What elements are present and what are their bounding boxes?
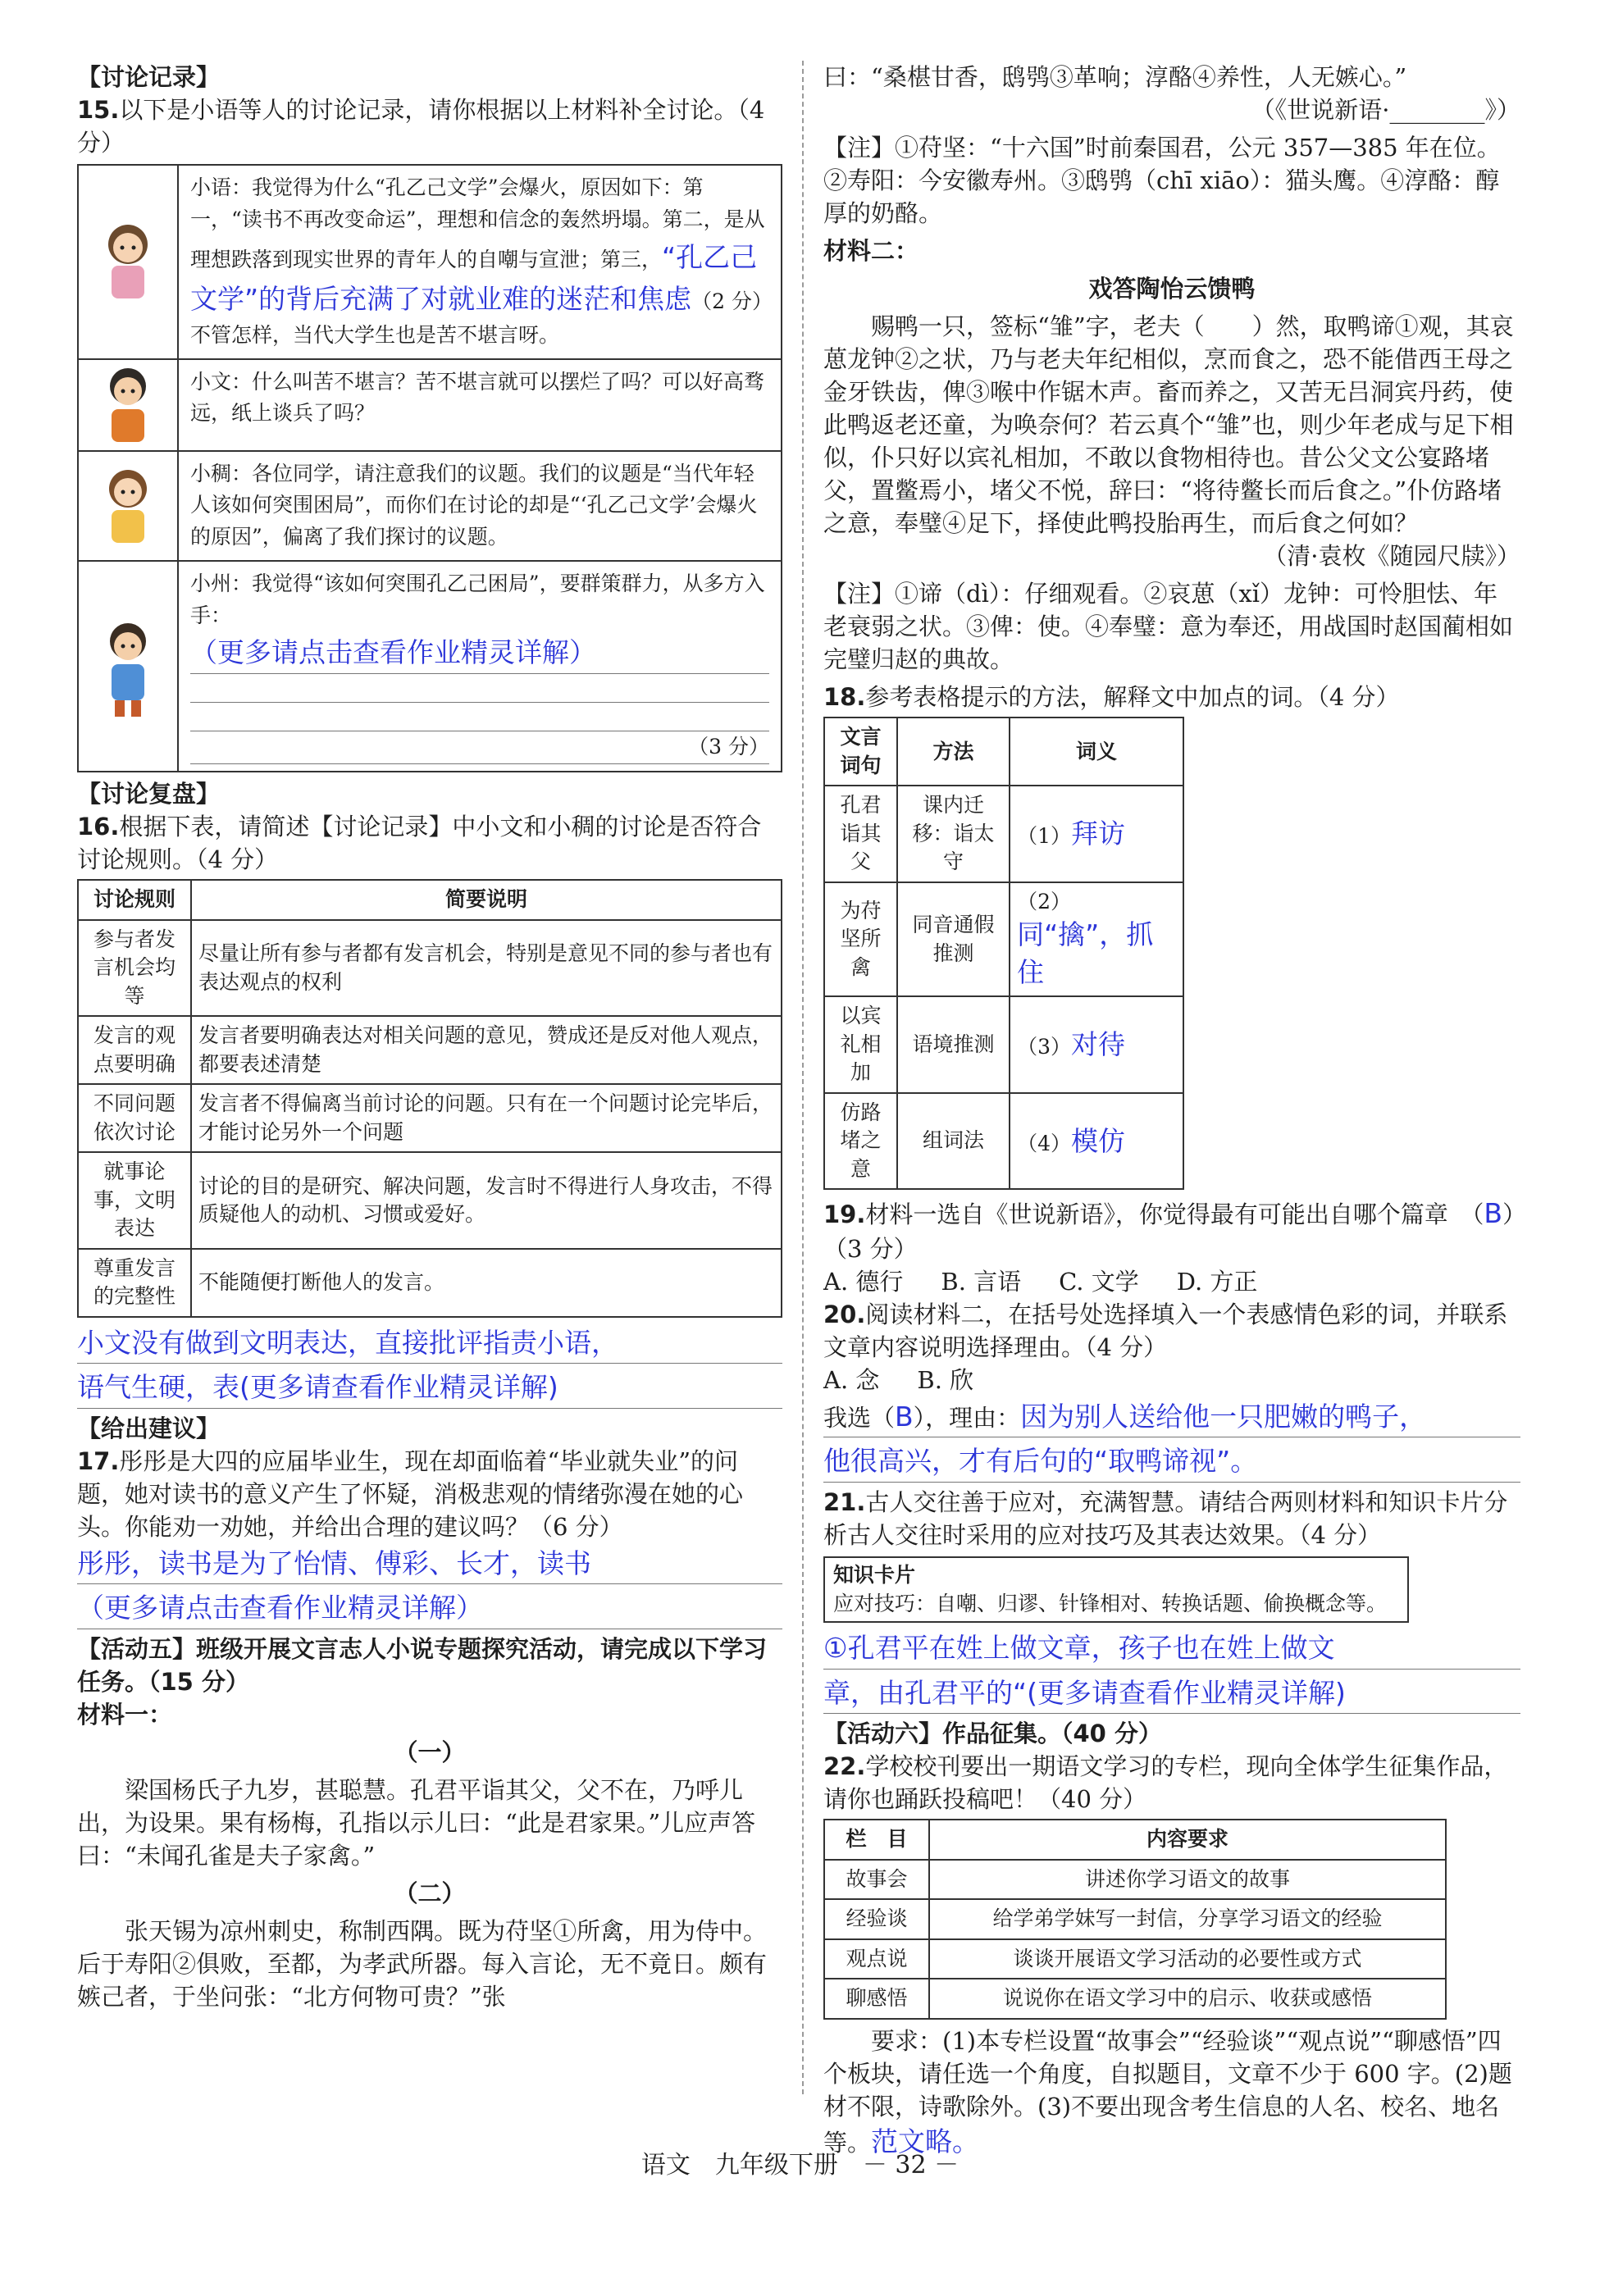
knowledge-card [823, 1556, 1409, 1623]
passage-title: 戏答陶怡云馈鸭 [1088, 275, 1256, 303]
vocab-header-row [824, 718, 1183, 786]
question-text: 材料一选自《世说新语》，你觉得最有可能出自哪个篇章 [865, 1200, 1448, 1229]
discussion-row-xiaozhou [79, 562, 781, 771]
requirements-text: 要求：(1)本专栏设置“故事会”“经验谈”“观点说”“聊感悟”四个板块，请任选一个角度，自拟题目，文章不少于 600 字。(2)题材不限，诗歌除外。(3)不要出现含考生信息的人名、校名、地名等。 [823, 2026, 1512, 2157]
table-row [78, 920, 782, 1017]
question-17 [77, 1445, 782, 1543]
rule-desc: 发言者要明确表达对相关问题的意见，赞成还是反对他人观点，都要表述清楚 [191, 1016, 782, 1084]
column-requirement: 说说你在语文学习中的启示、收获或感悟 [929, 1979, 1446, 2019]
blank-number: （2） [1017, 889, 1071, 913]
knowledge-card-title: 知识卡片 [833, 1563, 916, 1587]
subsection-title: （二） [394, 1879, 466, 1907]
discussion-text [179, 452, 781, 560]
q20-answer-line [823, 1396, 1520, 1438]
passage-continuation: 曰：“桑椹甘香，鸱鸮③革响；淳酪④养性，人无嫉心。” [823, 63, 1407, 91]
table-row [824, 1899, 1446, 1939]
rules-col-header: 讨论规则 [78, 880, 191, 920]
answer-prefix: ），理由： [913, 1403, 1021, 1432]
answer-line [190, 674, 769, 703]
handwritten-answer: B [1484, 1197, 1503, 1230]
column-requirement: 谈谈开展语文学习活动的必要性或方式 [929, 1939, 1446, 1979]
handwritten-answer: （更多请点击查看作业精灵详解） [190, 631, 769, 674]
table-row [824, 1979, 1446, 2019]
handwritten-answer: 模仿 [1070, 1124, 1125, 1157]
source-citation: （《世说新语·________》） [1251, 96, 1520, 125]
handwritten-answer: 小文没有做到文明表达，直接批评指责小语， [77, 1323, 782, 1364]
handwritten-answer: 拜访 [1070, 818, 1125, 850]
question-text: 学校校刊要出一期语文学习的专栏，现向全体学生征集作品，请你也踊跃投稿吧！（40 分） [823, 1752, 1508, 1814]
vocab-phrase: 仿路堵之意 [824, 1093, 897, 1190]
rule-desc: 讨论的目的是研究、解决问题，发言时不得进行人身攻击，不得质疑他人的动机、习惯或爱好。 [191, 1152, 782, 1249]
column-col-header: 内容要求 [929, 1820, 1446, 1860]
rules-header-row [78, 880, 782, 920]
annotation-note: 【注】①谛（dì）：仔细观看。②哀葸（xǐ）龙钟：可怜胆怯、年老衰弱之状。③俾：使。④奉璧：意为奉还，用战国时赵国蔺相如完璧归赵的典故。 [823, 580, 1514, 674]
column-table [823, 1819, 1447, 2020]
question-21 [823, 1486, 1520, 1551]
column-name: 经验谈 [824, 1899, 929, 1939]
column-name: 故事会 [824, 1860, 929, 1900]
blank-number: （1） [1017, 824, 1071, 849]
question-text: 参考表格提示的方法，解释文中加点的词。（4 分） [865, 683, 1400, 712]
question-19 [823, 1195, 1520, 1265]
column-name: 观点说 [824, 1939, 929, 1979]
score-note: （3 分） [190, 731, 769, 764]
handwritten-answer: 因为别人送给他一只肥嫩的鸭子， [1020, 1400, 1427, 1433]
question-16 [77, 810, 782, 876]
speech-text: 小语：我觉得为什么“孔乙己文学”会爆火，原因如下：第一，“读书不再改变命运”，理想和信念的轰然坍塌。第二，是从理想跌落到现实世界的青年人的自嘲与宣泄；第三， [190, 175, 765, 271]
table-row [824, 996, 1183, 1093]
handwritten-answer: B [895, 1400, 914, 1433]
q20-options [823, 1364, 1520, 1396]
passage-text: 赐鸭一只，签标“雏”字，老夫（ ）然，取鸭谛①观，其哀葸龙钟②之状，乃与老夫年纪相似，烹而食之，恐不能借西王母之金牙铁齿，俾③喉中作锯木声。畜而养之，又苦无吕洞宾丹药，使此鸭返老还童，为唤奈何？若云真个“雏”也，则少年老成与足下相似，仆只好以宾礼相加，不敢以食物相待也。昔公父文公宴路堵父，置鳖焉小，堵父不悦，辞曰：“将待鳖长而后食之。”仆仿路堵之意，奉璧④足下，择使此鸭投胎再生，而后食之何如？ [823, 312, 1514, 538]
rules-col-header: 简要说明 [191, 880, 782, 920]
vocab-phrase: 孔君诣其父 [824, 786, 897, 882]
discussion-text [179, 562, 781, 771]
answer-prefix: 我选（ [823, 1403, 896, 1432]
vocab-col-header: 文言词句 [824, 718, 897, 786]
section-discussion-review: 【讨论复盘】 [77, 780, 221, 809]
rule-desc: 不能随便打断他人的发言。 [191, 1249, 782, 1317]
question-number: 18. [823, 683, 866, 712]
column-requirement: 讲述你学习语文的故事 [929, 1860, 1446, 1900]
material-1-label: 材料一： [77, 1700, 173, 1729]
question-text: 根据下表，请简述【讨论记录】中小文和小稠的讨论是否符合讨论规则。（4 分） [77, 813, 762, 874]
table-row [78, 1016, 782, 1084]
column-requirement: 给学弟学妹写一封信，分享学习语文的经验 [929, 1899, 1446, 1939]
rule-name: 发言的观点要明确 [78, 1016, 191, 1084]
question-number: 19. [823, 1200, 866, 1229]
question-text: 彤彤是大四的应届毕业生，现在却面临着“毕业就失业”的问题，她对读书的意义产生了怀疑，消极悲观的情绪弥漫在她的心头。你能劝一劝她，并给出合理的建议吗？（6 分） [77, 1446, 744, 1541]
subsection-title: （一） [394, 1738, 466, 1766]
table-row [78, 1084, 782, 1152]
speech-tail: （2 分）不管怎样，当代大学生也是苦不堪言呀。 [190, 289, 763, 347]
avatar-girl-icon [79, 166, 179, 358]
vocab-phrase: 为苻坚所禽 [824, 882, 897, 997]
option-a: A. 德行 [823, 1267, 904, 1296]
question-text: 阅读材料二，在括号处选择填入一个表感情色彩的词，并联系文章内容说明选择理由。（4 分） [823, 1300, 1508, 1361]
vocab-method: 同音通假推测 [897, 882, 1010, 997]
table-row [78, 1249, 782, 1317]
handwritten-answer: 彤彤，读书是为了怡情、傅彩、长才，读书 [77, 1543, 782, 1585]
handwritten-answer: “孔乙己文学”的背后充满了对就业难的迷茫和焦虑 [190, 240, 758, 315]
question-22 [823, 1750, 1520, 1815]
rule-name: 尊重发言的完整性 [78, 1249, 191, 1317]
handwritten-answer: 同“擒”，抓住 [1017, 918, 1154, 988]
vocab-col-header: 词义 [1010, 718, 1183, 786]
vocab-col-header: 方法 [897, 718, 1010, 786]
speech-text: 小州：我觉得“该如何突围孔乙己困局”，要群策群力，从多方入手： [190, 571, 765, 627]
answer-line [190, 703, 769, 731]
table-row [824, 882, 1183, 997]
activity-5-heading: 【活动五】班级开展文言志人小说专题探究活动，请完成以下学习任务。（15 分） [77, 1634, 768, 1696]
question-18 [823, 681, 1520, 713]
handwritten-answer: 章，由孔君平的“(更多请查看作业精灵详解) [823, 1673, 1520, 1715]
discussion-text [179, 360, 781, 450]
handwritten-answer: 范文略。 [871, 2125, 980, 2157]
table-row [824, 786, 1183, 882]
blank-number: （3） [1017, 1035, 1071, 1059]
column-header-row [824, 1820, 1446, 1860]
right-column [823, 61, 1520, 2160]
option-b: B. 言语 [941, 1267, 1022, 1296]
page-footer: 语文 九年级下册 － 32 － [640, 2151, 960, 2180]
question-number: 17. [77, 1446, 120, 1475]
avatar-girl-icon [79, 452, 179, 560]
option-b: B. 欣 [917, 1365, 974, 1394]
speech-text: 小文：什么叫苦不堪言？苦不堪言就可以摆烂了吗？可以好高骛远，纸上谈兵了吗？ [190, 369, 765, 426]
section-advice: 【给出建议】 [77, 1414, 221, 1442]
vocab-method: 组词法 [897, 1093, 1010, 1190]
discussion-row-xiaoyu [79, 166, 781, 360]
annotation-note: 【注】①苻坚：“十六国”时前秦国君，公元 357—385 年在位。②寿阳：今安徽寿州。③鸱鸮（chī xiāo）：猫头鹰。④淳酪：醇厚的奶酪。 [823, 134, 1501, 228]
q19-options [823, 1265, 1520, 1298]
speech-text: 小稠：各位同学，请注意我们的议题。我们的议题是“当代年轻人该如何突围困局”，而你们在讨论的却是“‘孔乙己文学’会爆火的原因”，偏离了我们探讨的议题。 [190, 461, 758, 549]
question-number: 15. [77, 96, 120, 125]
handwritten-answer: ①孔君平在姓上做文章，孩子也在姓上做文 [823, 1628, 1520, 1670]
section-discussion-record: 【讨论记录】 [77, 63, 221, 91]
answer-paren: ）（3 分） [823, 1200, 1515, 1263]
handwritten-answer: 对待 [1070, 1028, 1125, 1061]
passage-text: 张天锡为凉州刺史，称制西隅。既为苻坚①所禽，用为侍中。后于寿阳②俱败，至都，为孝武所器。每入言论，无不竟日。颇有嫉己者，于坐问张：“北方何物可贵？”张 [77, 1916, 768, 2011]
discussion-text [179, 166, 781, 358]
blank-number: （4） [1017, 1131, 1071, 1155]
answer-paren: （ [1471, 1200, 1484, 1229]
handwritten-answer: 语气生硬，表(更多请查看作业精灵详解) [77, 1367, 782, 1409]
avatar-boy-icon [79, 360, 179, 450]
rule-desc: 发言者不得偏离当前讨论的问题。只有在一个问题讨论完毕后，才能讨论另外一个问题 [191, 1084, 782, 1152]
requirements [823, 2025, 1520, 2161]
passage-text: 梁国杨氏子九岁，甚聪慧。孔君平诣其父，父不在，乃呼儿出，为设果。果有杨梅，孔指以示儿曰：“此是君家果。”儿应声答曰：“未闻孔雀是夫子家禽。” [77, 1775, 756, 1870]
handwritten-answer: （更多请点击查看作业精灵详解） [77, 1588, 782, 1629]
option-a: A. 念 [823, 1365, 880, 1394]
table-row [824, 1939, 1446, 1979]
vocab-method: 课内迁移：诣太守 [897, 786, 1010, 882]
vocab-phrase: 以宾礼相加 [824, 996, 897, 1093]
column-name: 聊感悟 [824, 1979, 929, 2019]
question-20 [823, 1298, 1520, 1364]
rule-name: 不同问题依次讨论 [78, 1084, 191, 1152]
vocab-method: 语境推测 [897, 996, 1010, 1093]
question-15 [77, 93, 782, 159]
vocab-table [823, 717, 1184, 1190]
table-row [824, 1860, 1446, 1900]
activity-6-heading: 【活动六】作品征集。（40 分） [823, 1720, 1162, 1747]
question-text: 以下是小语等人的讨论记录，请你根据以上材料补全讨论。（4 分） [77, 96, 765, 157]
question-number: 22. [823, 1752, 866, 1781]
left-column [77, 61, 782, 2013]
column-divider [802, 61, 804, 2094]
knowledge-card-text: 应对技巧：自嘲、归谬、针锋相对、转换话题、偷换概念等。 [833, 1591, 1388, 1615]
discussion-box [77, 164, 782, 772]
discussion-row-xiaochou [79, 452, 781, 562]
question-text: 古人交往善于应对，充满智慧。请结合两则材料和知识卡片分析古人交往时采用的应对技巧及其表达效果。（4 分） [823, 1487, 1508, 1549]
rules-table [77, 879, 782, 1318]
rule-name: 就事论事，文明表达 [78, 1152, 191, 1249]
handwritten-answer: 他很高兴，才有后句的“取鸭谛视”。 [823, 1441, 1520, 1483]
option-c: C. 文学 [1059, 1267, 1139, 1296]
avatar-boy-icon [79, 562, 179, 771]
table-row [824, 1093, 1183, 1190]
table-row [78, 1152, 782, 1249]
rule-name: 参与者发言机会均等 [78, 920, 191, 1017]
discussion-row-xiaowen [79, 360, 781, 452]
rule-desc: 尽量让所有参与者都有发言机会，特别是意见不同的参与者也有表达观点的权利 [191, 920, 782, 1017]
option-d: D. 方正 [1176, 1267, 1258, 1296]
question-number: 20. [823, 1300, 866, 1328]
column-col-header: 栏 目 [824, 1820, 929, 1860]
question-number: 16. [77, 813, 120, 841]
source-citation: （清·袁枚《随园尺牍》） [1263, 542, 1520, 571]
material-2-label: 材料二： [823, 237, 919, 266]
question-number: 21. [823, 1487, 866, 1516]
